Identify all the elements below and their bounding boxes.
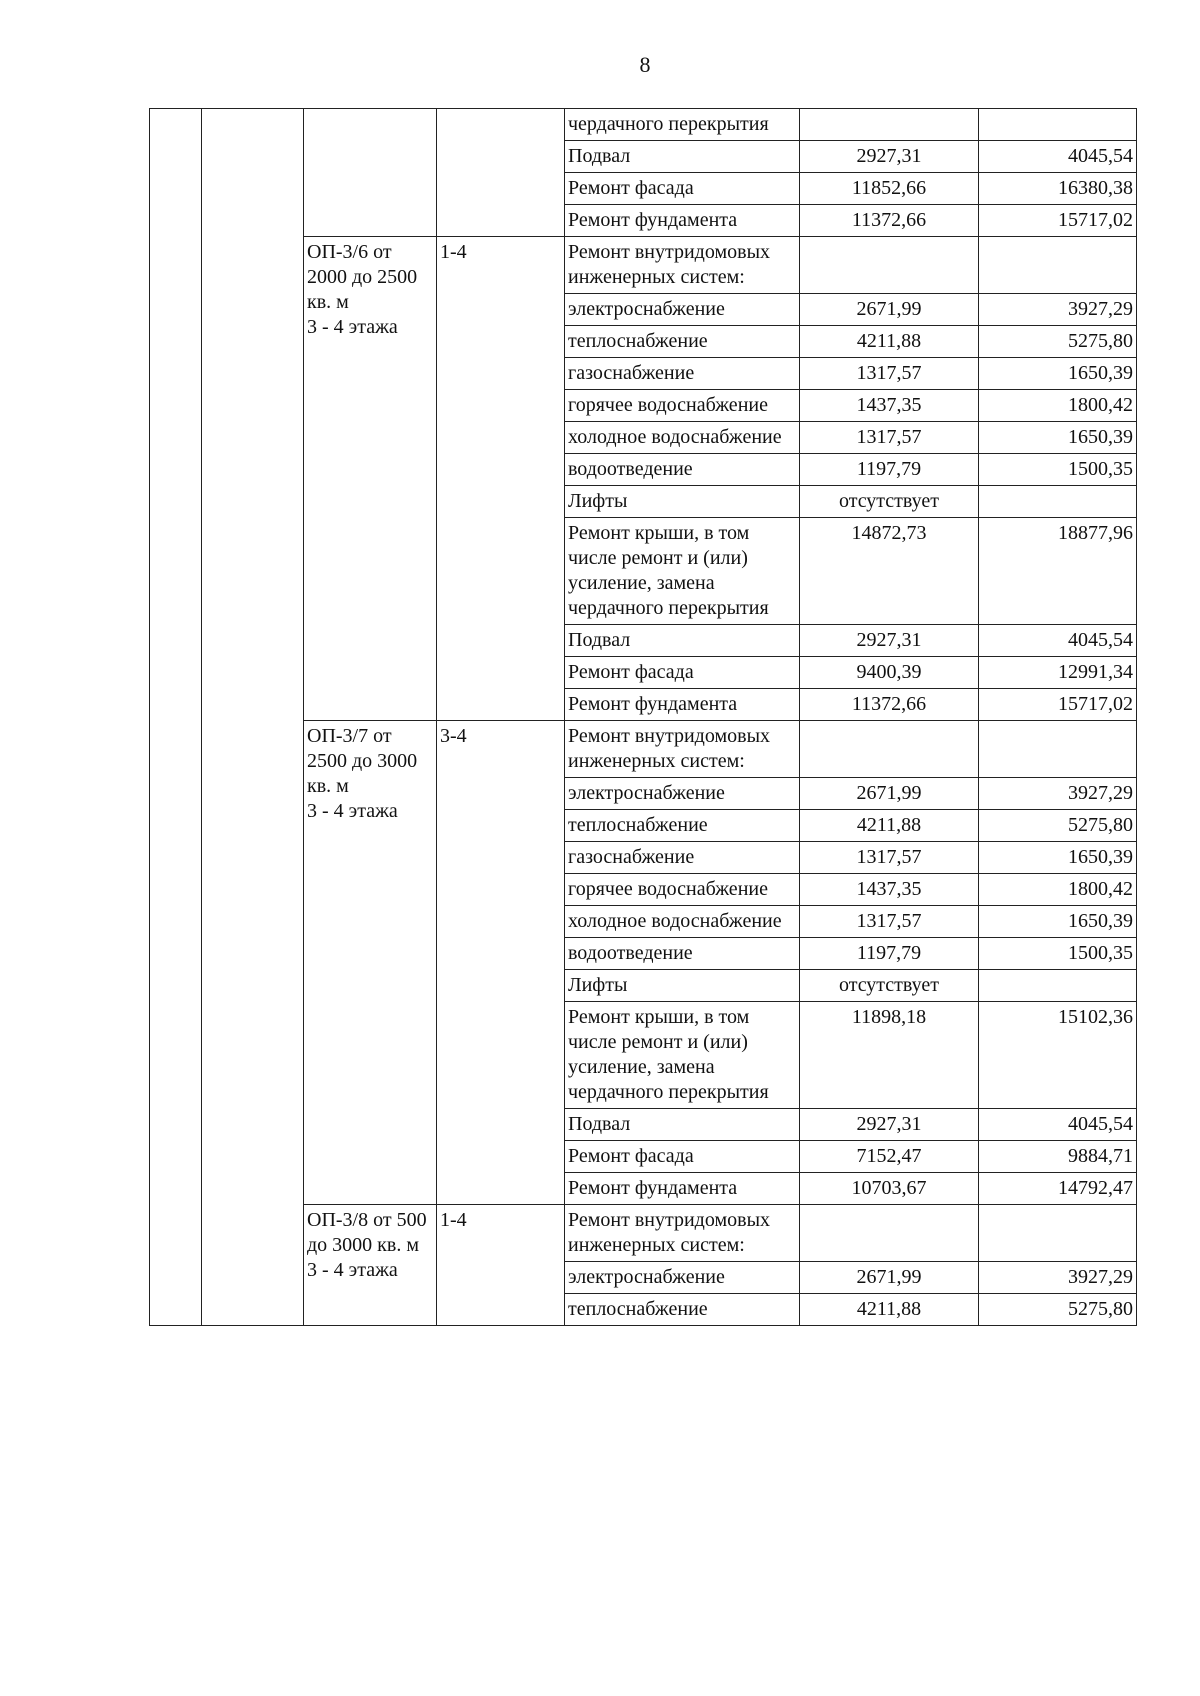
cost-min-cell: 14872,73 <box>800 518 979 625</box>
cost-max-cell: 4045,54 <box>979 625 1137 657</box>
work-type-cell: теплоснабжение <box>565 326 800 358</box>
cost-max-cell: 1650,39 <box>979 842 1137 874</box>
object-group-cell <box>304 109 437 237</box>
cost-min-cell <box>800 1205 979 1262</box>
work-type-cell: газоснабжение <box>565 842 800 874</box>
cost-min-cell: 2927,31 <box>800 625 979 657</box>
cost-max-cell: 18877,96 <box>979 518 1137 625</box>
work-type-cell: электроснабжение <box>565 1262 800 1294</box>
cost-max-cell: 5275,80 <box>979 1294 1137 1326</box>
cost-max-cell: 4045,54 <box>979 141 1137 173</box>
object-group-cell: ОП-3/6 от 2000 до 2500 кв. м 3 - 4 этажа <box>304 237 437 721</box>
work-type-cell: Подвал <box>565 1109 800 1141</box>
cost-min-cell: 11898,18 <box>800 1002 979 1109</box>
cost-min-cell: 1317,57 <box>800 842 979 874</box>
blank-column-1 <box>150 109 202 1326</box>
cost-min-cell: 1317,57 <box>800 422 979 454</box>
cost-min-cell <box>800 109 979 141</box>
blank-column-2 <box>202 109 304 1326</box>
work-type-cell: электроснабжение <box>565 294 800 326</box>
cost-min-cell: 7152,47 <box>800 1141 979 1173</box>
cost-min-cell: 2671,99 <box>800 1262 979 1294</box>
cost-min-cell: 1437,35 <box>800 874 979 906</box>
cost-min-cell: 2671,99 <box>800 294 979 326</box>
cost-max-cell: 14792,47 <box>979 1173 1137 1205</box>
work-type-cell: водоотведение <box>565 454 800 486</box>
cost-min-cell: 11372,66 <box>800 205 979 237</box>
cost-min-cell: 1317,57 <box>800 906 979 938</box>
floors-cell: 1-4 <box>437 237 565 721</box>
floors-cell <box>437 109 565 237</box>
cost-max-cell: 12991,34 <box>979 657 1137 689</box>
work-type-cell: Ремонт фундамента <box>565 205 800 237</box>
cost-max-cell: 16380,38 <box>979 173 1137 205</box>
work-type-cell: Ремонт фундамента <box>565 689 800 721</box>
cost-min-cell: 1437,35 <box>800 390 979 422</box>
floors-cell: 3-4 <box>437 721 565 1205</box>
work-type-cell: Ремонт внутридомовых инженерных систем: <box>565 721 800 778</box>
cost-max-cell <box>979 237 1137 294</box>
work-type-cell: холодное водоснабжение <box>565 422 800 454</box>
cost-min-cell: 4211,88 <box>800 1294 979 1326</box>
cost-max-cell: 1500,35 <box>979 454 1137 486</box>
cost-max-cell: 3927,29 <box>979 778 1137 810</box>
table-row <box>150 109 1137 141</box>
cost-min-cell: 1317,57 <box>800 358 979 390</box>
work-type-cell: Ремонт крыши, в том числе ремонт и (или) усиление, замена чердачного перекрытия <box>565 518 800 625</box>
cost-max-cell: 15102,36 <box>979 1002 1137 1109</box>
cost-max-cell: 3927,29 <box>979 294 1137 326</box>
cost-min-cell: 4211,88 <box>800 326 979 358</box>
work-type-cell: Ремонт внутридомовых инженерных систем: <box>565 1205 800 1262</box>
cost-max-cell <box>979 721 1137 778</box>
cost-max-cell: 15717,02 <box>979 205 1137 237</box>
cost-min-cell: 4211,88 <box>800 810 979 842</box>
cost-min-cell <box>800 237 979 294</box>
work-type-cell: Ремонт фасада <box>565 657 800 689</box>
cost-min-cell <box>800 721 979 778</box>
cost-max-cell: 1650,39 <box>979 358 1137 390</box>
cost-min-cell: 11852,66 <box>800 173 979 205</box>
work-type-cell: Ремонт фасада <box>565 1141 800 1173</box>
cost-min-cell: 1197,79 <box>800 938 979 970</box>
work-type-cell: водоотведение <box>565 938 800 970</box>
cost-max-cell: 1650,39 <box>979 422 1137 454</box>
cost-max-cell: 1650,39 <box>979 906 1137 938</box>
cost-min-cell: 10703,67 <box>800 1173 979 1205</box>
work-type-cell: теплоснабжение <box>565 1294 800 1326</box>
cost-min-cell: 2671,99 <box>800 778 979 810</box>
cost-max-cell: 3927,29 <box>979 1262 1137 1294</box>
cost-min-cell: 2927,31 <box>800 1109 979 1141</box>
work-type-cell: горячее водоснабжение <box>565 874 800 906</box>
work-type-cell: чердачного перекрытия <box>565 109 800 141</box>
work-type-cell: газоснабжение <box>565 358 800 390</box>
work-type-cell: холодное водоснабжение <box>565 906 800 938</box>
work-type-cell: теплоснабжение <box>565 810 800 842</box>
cost-max-cell: 1500,35 <box>979 938 1137 970</box>
cost-max-cell: 1800,42 <box>979 390 1137 422</box>
cost-min-cell: отсутствует <box>800 970 979 1002</box>
cost-max-cell: 9884,71 <box>979 1141 1137 1173</box>
cost-max-cell: 15717,02 <box>979 689 1137 721</box>
cost-max-cell: 5275,80 <box>979 810 1137 842</box>
cost-max-cell <box>979 486 1137 518</box>
work-type-cell: Подвал <box>565 141 800 173</box>
object-group-cell: ОП-3/7 от 2500 до 3000 кв. м 3 - 4 этажа <box>304 721 437 1205</box>
cost-max-cell <box>979 1205 1137 1262</box>
cost-max-cell <box>979 109 1137 141</box>
work-type-cell: горячее водоснабжение <box>565 390 800 422</box>
cost-table <box>149 108 1137 1326</box>
cost-min-cell: 2927,31 <box>800 141 979 173</box>
work-type-cell: Лифты <box>565 486 800 518</box>
cost-max-cell <box>979 970 1137 1002</box>
object-group-cell: ОП-3/8 от 500 до 3000 кв. м 3 - 4 этажа <box>304 1205 437 1326</box>
cost-max-cell: 5275,80 <box>979 326 1137 358</box>
work-type-cell: Ремонт фасада <box>565 173 800 205</box>
work-type-cell: Ремонт фундамента <box>565 1173 800 1205</box>
cost-min-cell: 9400,39 <box>800 657 979 689</box>
cost-max-cell: 1800,42 <box>979 874 1137 906</box>
page-number: 8 <box>639 52 651 77</box>
cost-min-cell: 1197,79 <box>800 454 979 486</box>
floors-cell: 1-4 <box>437 1205 565 1326</box>
work-type-cell: Подвал <box>565 625 800 657</box>
work-type-cell: Ремонт крыши, в том числе ремонт и (или) усиление, замена чердачного перекрытия <box>565 1002 800 1109</box>
work-type-cell: Лифты <box>565 970 800 1002</box>
cost-max-cell: 4045,54 <box>979 1109 1137 1141</box>
cost-min-cell: отсутствует <box>800 486 979 518</box>
cost-min-cell: 11372,66 <box>800 689 979 721</box>
work-type-cell: электроснабжение <box>565 778 800 810</box>
work-type-cell: Ремонт внутридомовых инженерных систем: <box>565 237 800 294</box>
